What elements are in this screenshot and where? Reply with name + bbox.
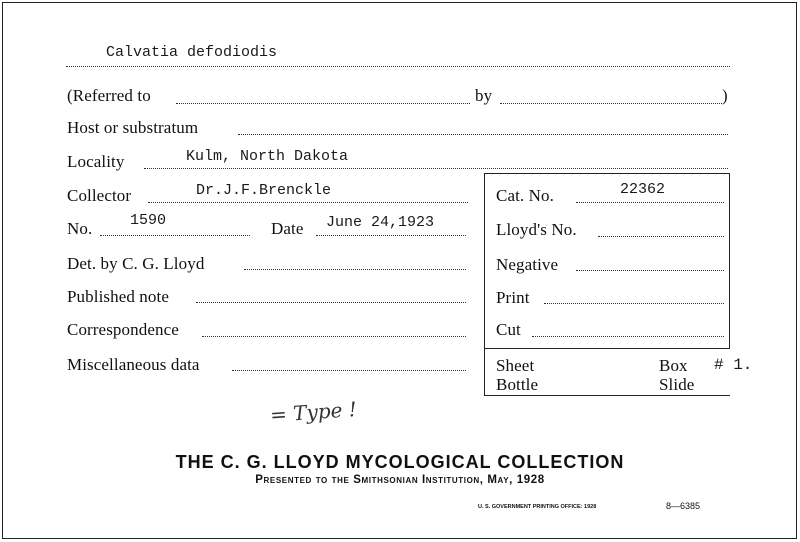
specimen-name: Calvatia defodiodis [106,44,278,61]
date-line [316,235,466,236]
right-box-bottom-border [484,395,730,396]
locality-label: Locality [67,152,125,171]
referred-to-label: (Referred to [67,86,151,105]
correspondence-label: Correspondence [67,320,179,339]
cut-line [532,336,724,337]
box-label: Box [659,356,688,375]
correspondence-line [202,336,466,337]
printer-imprint: U. S. GOVERNMENT PRINTING OFFICE: 1928 [478,504,597,510]
bottle-label: Bottle [496,375,539,394]
catalog-number-line [576,202,724,203]
sheet-label: Sheet [496,356,535,375]
specimen-name-line [66,66,730,67]
collector-line [148,202,468,203]
catalog-number-value: 22362 [620,181,666,198]
published-note-label: Published note [67,287,169,306]
number-line [100,235,250,236]
collector-label: Collector [67,186,132,205]
published-note-line [196,302,466,303]
right-box-divider [484,348,730,349]
number-label: No. [67,219,93,238]
negative-line [576,270,724,271]
by-close-paren: ) [722,86,728,105]
misc-data-line [232,370,466,371]
by-line [500,103,722,104]
determined-by-label: Det. by C. G. Lloyd [67,254,205,273]
host-line [238,134,728,135]
determined-by-line [244,269,466,270]
collector-value: Dr.J.F.Brenckle [196,182,332,199]
lloyds-number-label: Lloyd's No. [496,220,577,239]
cut-label: Cut [496,320,521,339]
locality-line [144,168,728,169]
lloyds-number-line [598,236,724,237]
locality-value: Kulm, North Dakota [186,148,349,165]
date-value: June 24,1923 [326,214,435,231]
collection-subtitle: Presented to the Smithsonian Institution, May, 1928 [255,474,545,486]
right-box-left-border [484,173,485,395]
host-label: Host or substratum [67,118,199,137]
number-value: 1590 [130,212,167,229]
catalog-number-label: Cat. No. [496,186,554,205]
print-line [544,303,724,304]
by-label: by [475,86,493,105]
collection-title: THE C. G. LLOYD MYCOLOGICAL COLLECTION [175,452,625,472]
print-label: Print [496,288,530,307]
misc-data-label: Miscellaneous data [67,355,200,374]
slide-label: Slide [659,375,695,394]
form-number: 8—6385 [666,501,701,511]
right-box-top-border [484,173,730,174]
right-box-right-border [729,173,730,349]
handwritten-type-note: = Type ! [269,397,358,427]
negative-label: Negative [496,255,559,274]
date-label: Date [271,219,304,238]
referred-to-line [176,103,470,104]
box-value: # 1. [714,356,753,374]
